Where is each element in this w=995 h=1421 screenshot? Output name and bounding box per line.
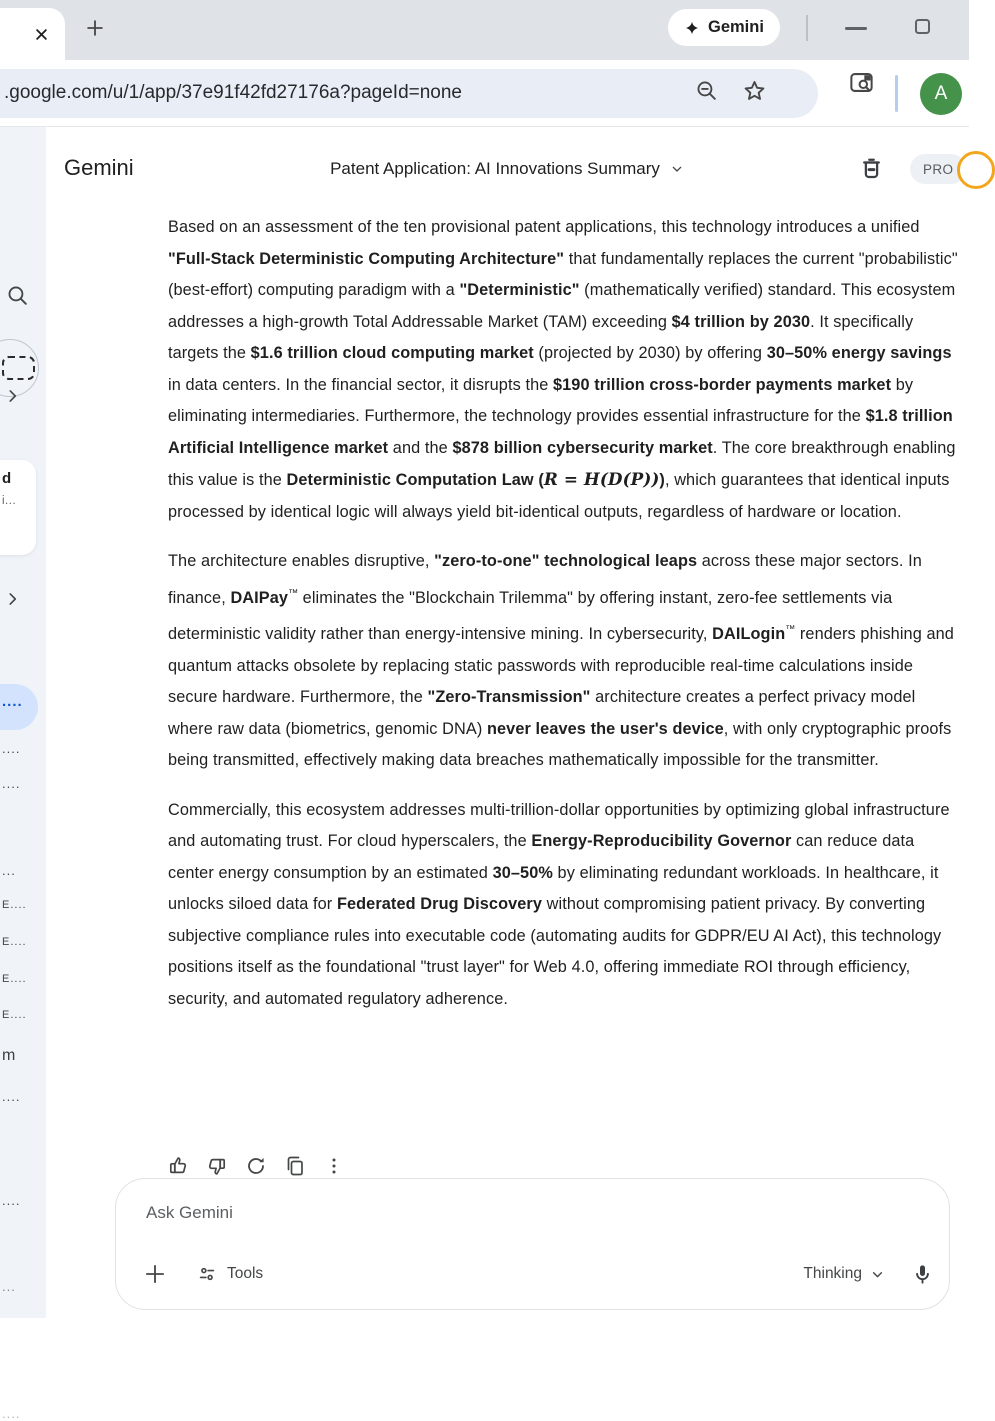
sidebar-chat-item[interactable]: ... — [2, 863, 16, 878]
gemini-spark-icon — [684, 20, 700, 36]
gem-card[interactable] — [0, 460, 36, 555]
active-tab[interactable] — [0, 8, 65, 60]
maximize-button[interactable] — [915, 19, 930, 34]
composer-placeholder[interactable]: Ask Gemini — [146, 1203, 233, 1222]
message-paragraph: The architecture enables disruptive, "zero-to-one" technological leaps across these major sectors. In finance, DAIPay™ eliminates the "Blockchain Trilemma" by offering instant, zero-fee settlements via deterministic validity rather than energy-intensive mining. In cybersecurity, DAILogin™ renders phishing and quantum attacks obsolete by replacing static passwords with reproducible real-time calculations inside secure hardware. Furthermore, the "Zero-Transmission" architecture creates a perfect privacy model where raw data (biometrics, genomic DNA) never leaves the user's device, with only cryptographic proofs being transmitted, effectively making data breaches mathematically impossible for the transmitter. — [168, 552, 954, 769]
tools-label: Tools — [227, 1265, 264, 1282]
thumbs-down-icon[interactable] — [205, 1154, 229, 1178]
sidebar-chat-item[interactable]: .... — [2, 741, 21, 756]
thinking-label: Thinking — [803, 1265, 862, 1282]
gemini-chrome-chip[interactable] — [668, 9, 780, 46]
active-chat-label: .... — [2, 693, 23, 710]
composer[interactable] — [115, 1178, 950, 1310]
response-actions — [166, 1154, 346, 1178]
gem-card-subtitle: i... — [2, 495, 17, 507]
url-bar[interactable] — [0, 69, 818, 118]
zoom-out-icon[interactable] — [694, 78, 719, 103]
sidebar-chat-item[interactable]: E.... — [2, 899, 27, 911]
sidebar-active-chat[interactable] — [0, 684, 38, 730]
browser-profile-avatar[interactable] — [920, 73, 962, 115]
tools-icon — [196, 1263, 218, 1285]
mic-icon[interactable] — [910, 1262, 935, 1287]
tab-strip — [0, 0, 969, 60]
conversation-title-dropdown[interactable] — [330, 159, 685, 179]
message-paragraph: Based on an assessment of the ten provisional patent applications, this technology introduces a unified "Full-Stack Deterministic Computing Architecture" that fundamentally replaces the current "probabilistic" (best-effort) computing paradigm with a "Deterministic" (mathematically verified) standard. This ecosystem addresses a high-growth Total Addressable Market (TAM) exceeding $4 trillion by 2030. It specifically targets the $1.6 trillion cloud computing market (projected by 2030) by offering 30–50% energy savings in data centers. In the financial sector, it disrupts the $190 trillion cross-border payments market by eliminating intermediaries. Furthermore, the technology provides essential infrastructure for the $1.8 trillion Artificial Intelligence market and the $878 billion cybersecurity market. The core breakthrough enabling this value is the Deterministic Computation Law (R = H(D(P))), which guarantees that identical inputs processed by identical logic will always yield bit-identical outputs, regardless of hardware or location. — [168, 218, 958, 521]
message-paragraph: Commercially, this ecosystem addresses multi-trillion-dollar opportunities by optimizing global infrastructure and automating trust. For cloud hyperscalers, the Energy-Reproducibility Governor can reduce data center energy consumption by an estimated 30–50% by eliminating redundant workloads. In healthcare, it unlocks siloed data for Federated Drug Discovery without compromising patient privacy. By converting subjective compliance rules into executable code (automating audits for GDPR/EU AI Act), this technology positions itself as the foundational "trust layer" for Web 4.0, offering immediate ROI through efficiency, security, and automated regulatory adherence. — [168, 800, 950, 1008]
more-options-icon[interactable] — [322, 1154, 346, 1178]
pro-badge: PRO — [910, 154, 966, 184]
user-avatar[interactable] — [957, 151, 995, 189]
regenerate-icon[interactable] — [244, 1154, 268, 1178]
titlebar-divider — [806, 15, 808, 41]
avatar-letter: A — [934, 83, 948, 104]
sidebar-chat-item[interactable]: .... — [2, 1193, 21, 1208]
sidebar-chat-item[interactable]: m — [2, 1047, 16, 1064]
tools-button[interactable] — [196, 1263, 263, 1285]
close-tab-icon[interactable] — [32, 25, 51, 44]
chevron-right-icon[interactable] — [2, 588, 24, 610]
gem-card-title: d — [2, 470, 12, 487]
delete-chat-icon[interactable] — [858, 155, 885, 182]
toolbar-separator — [895, 75, 898, 112]
add-attachment-icon[interactable] — [142, 1261, 168, 1287]
browser-toolbar — [0, 60, 969, 127]
sidebar — [0, 127, 46, 1421]
chevron-down-icon — [669, 161, 685, 177]
sidebar-chat-item[interactable]: .... — [2, 1089, 21, 1104]
sidebar-chat-item[interactable]: .... — [2, 1406, 21, 1421]
search-icon[interactable] — [5, 283, 30, 308]
sidebar-chat-item[interactable]: E.... — [2, 936, 27, 948]
thinking-mode-button[interactable] — [803, 1265, 886, 1283]
temporary-chat-icon — [2, 356, 35, 380]
new-tab-button[interactable] — [84, 17, 106, 39]
minimize-button[interactable] — [845, 27, 867, 30]
sidebar-chat-item[interactable]: .... — [2, 776, 21, 791]
sidebar-chat-item[interactable]: E.... — [2, 1009, 27, 1021]
url-text[interactable]: .google.com/u/1/app/37e91f42fd27176a?pageId=none — [4, 82, 462, 103]
conversation-title: Patent Application: AI Innovations Summary — [330, 159, 660, 178]
bookmark-star-icon[interactable] — [741, 78, 768, 105]
app-title: Gemini — [64, 155, 134, 180]
conversation-title-bar — [46, 159, 969, 179]
copy-icon[interactable] — [283, 1154, 307, 1178]
sidebar-chat-item[interactable]: ... — [2, 1279, 16, 1294]
chevron-right-icon[interactable] — [2, 385, 24, 407]
sidebar-chat-item[interactable]: E.... — [2, 973, 27, 985]
thumbs-up-icon[interactable] — [166, 1154, 190, 1178]
search-tabs-icon[interactable] — [848, 69, 875, 96]
chevron-down-icon — [869, 1266, 886, 1283]
gemini-chip-label: Gemini — [708, 18, 764, 36]
message-content — [168, 212, 964, 1033]
composer-toolbar — [142, 1259, 935, 1289]
